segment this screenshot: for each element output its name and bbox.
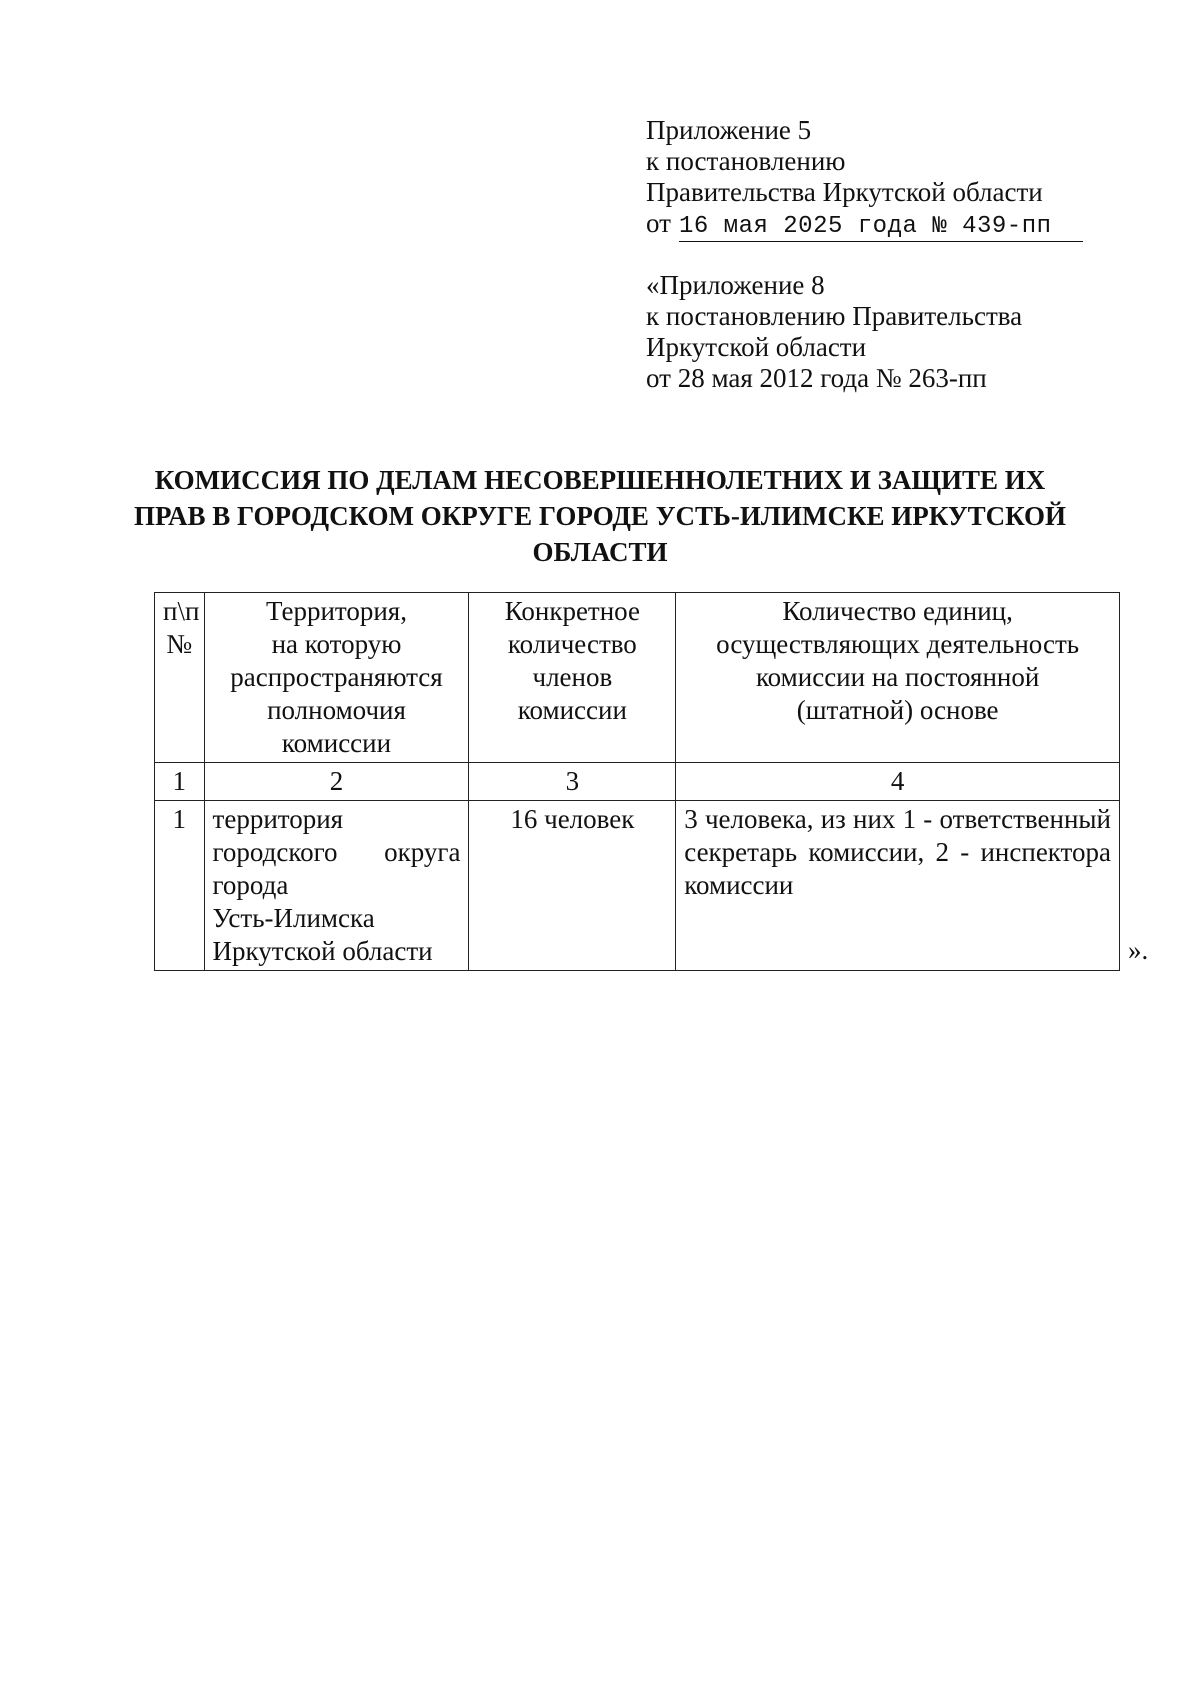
header-staff-units: Количество единиц, осуществляющих деятельность комиссии на постоянной (штатной) основе: [676, 593, 1120, 763]
appendix-date-stamp: 16 мая 2025 года № 439-пп: [679, 213, 1083, 242]
header-number: п\п №: [155, 593, 205, 763]
title-line-3: ОБЛАСТИ: [532, 537, 668, 567]
row-number: 1: [155, 801, 205, 971]
title-line-1: КОМИССИЯ ПО ДЕЛАМ НЕСОВЕРШЕННОЛЕТНИХ И ЗАЩИТЕ ИХ: [154, 465, 1046, 495]
column-number: 3: [469, 763, 676, 801]
appendix-government: Правительства Иркутской области: [646, 177, 1043, 207]
header-territory: Территория, на которую распространяются полномочия комиссии: [204, 593, 469, 763]
column-number-row: [155, 763, 1120, 801]
original-date: от 28 мая 2012 года № 263-пп: [646, 363, 987, 393]
original-appendix-reference: [646, 270, 1022, 394]
current-appendix-reference: [646, 115, 1083, 242]
original-resolution-ref: к постановлению Правительства: [646, 301, 1023, 331]
column-number: 2: [204, 763, 469, 801]
column-number: 1: [155, 763, 205, 801]
header-members: Конкретное количество членов комиссии: [469, 593, 676, 763]
appendix-date-row: [646, 208, 1083, 242]
row-territory: территория городского округа города Усть-Илимска Иркутской области: [204, 801, 469, 971]
row-staff: 3 человека, из них 1 - ответственный секретарь комиссии, 2 - инспектора комиссии: [676, 801, 1120, 971]
title-line-2: ПРАВ В ГОРОДСКОМ ОКРУГЕ ГОРОДЕ УСТЬ-ИЛИМСКЕ ИРКУТСКОЙ: [133, 501, 1067, 531]
appendix-number: Приложение 5: [646, 115, 812, 145]
closing-quote: ».: [1128, 935, 1149, 965]
original-region: Иркутской области: [646, 332, 867, 362]
table-header-row: [155, 593, 1120, 763]
column-number: 4: [676, 763, 1120, 801]
commission-table: [154, 592, 1120, 971]
row-members: 16 человек: [469, 801, 676, 971]
date-prefix: от: [646, 208, 671, 238]
document-title: [120, 462, 1080, 570]
appendix-resolution-ref: к постановлению: [646, 146, 846, 176]
table-row: [155, 801, 1120, 971]
original-appendix-number: «Приложение 8: [646, 270, 825, 300]
